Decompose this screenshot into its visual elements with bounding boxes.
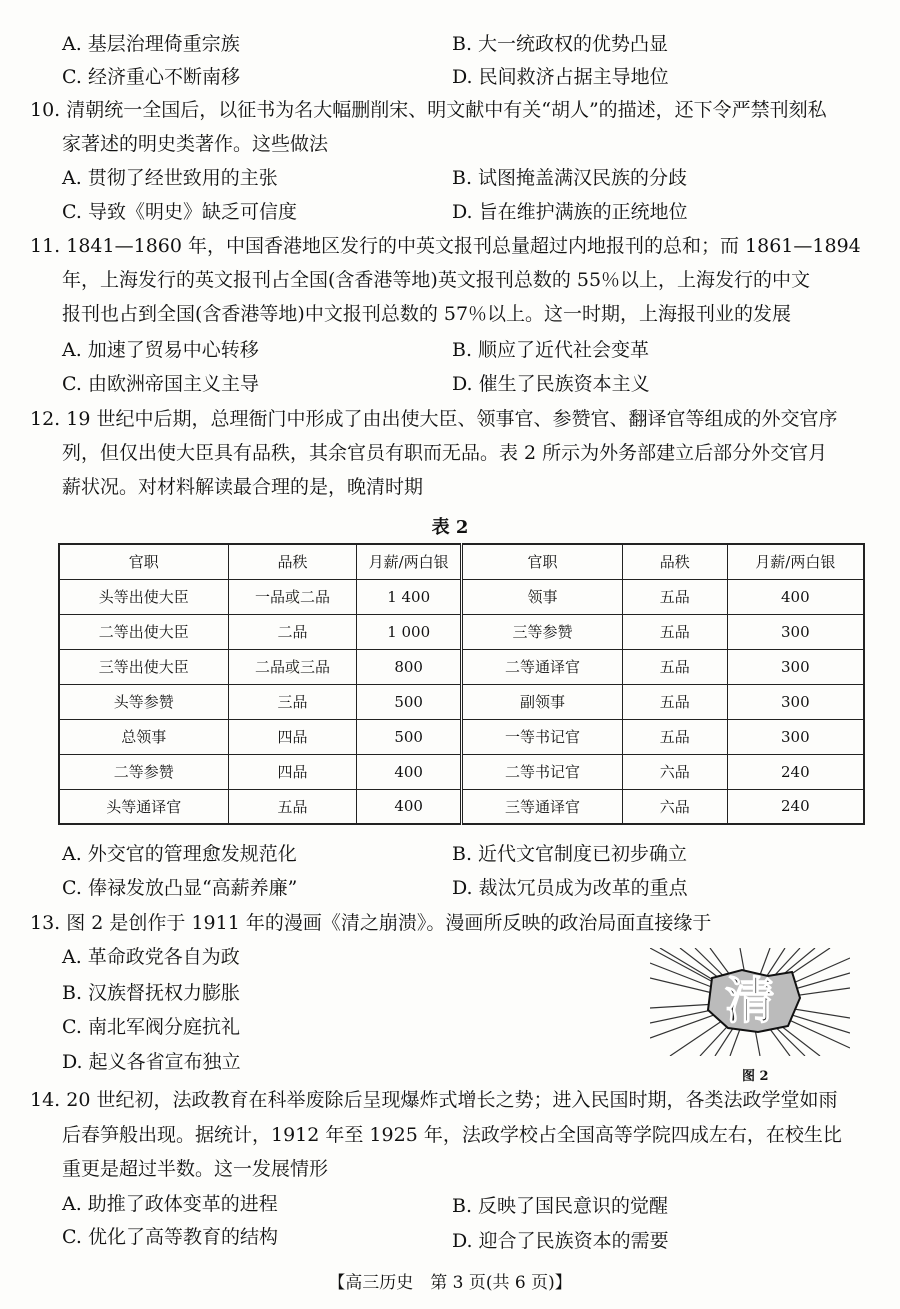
q11-stem-line3: 报刊也占到全国(含香港等地)中文报刊总数的 57％以上。这一时期，上海报刊业的发展 bbox=[62, 303, 792, 325]
table-cell: 领事 bbox=[461, 579, 622, 614]
table-cell: 四品 bbox=[228, 754, 357, 789]
q13-option-d: D. 起义各省宣布独立 bbox=[62, 1051, 241, 1073]
table-cell: 240 bbox=[727, 789, 864, 824]
cartoon-figure bbox=[650, 948, 850, 1056]
q14-option-d: D. 迎合了民族资本的需要 bbox=[452, 1230, 669, 1252]
q13-option-a: A. 革命政党各自为政 bbox=[62, 946, 240, 968]
table-cell: 1 400 bbox=[357, 579, 462, 614]
q13-option-b: B. 汉族督抚权力膨胀 bbox=[62, 982, 241, 1004]
table-cell: 头等参赞 bbox=[59, 684, 228, 719]
table-cell: 一品或二品 bbox=[228, 579, 357, 614]
q12-option-a: A. 外交官的管理愈发规范化 bbox=[62, 843, 297, 865]
table-row bbox=[59, 789, 864, 824]
table-cell: 二等出使大臣 bbox=[59, 614, 228, 649]
table-cell: 300 bbox=[727, 614, 864, 649]
table-cell: 二等通译官 bbox=[461, 649, 622, 684]
q9-option-c: C. 经济重心不断南移 bbox=[62, 66, 240, 88]
table-row bbox=[59, 649, 864, 684]
table-cell: 五品 bbox=[622, 579, 727, 614]
table-cell: 二等参赞 bbox=[59, 754, 228, 789]
table-cell: 300 bbox=[727, 649, 864, 684]
q11-option-d: D. 催生了民族资本主义 bbox=[452, 373, 650, 395]
q12-stem-line3: 薪状况。对材料解读最合理的是，晚清时期 bbox=[62, 476, 424, 498]
q11-option-a: A. 加速了贸易中心转移 bbox=[62, 339, 259, 361]
table-cell: 300 bbox=[727, 719, 864, 754]
q14-stem-line2: 后春笋般出现。据统计，1912 年至 1925 年，法政学校占全国高等学院四成左右，在校生比 bbox=[62, 1124, 842, 1146]
header-rank: 品秩 bbox=[622, 544, 727, 579]
cartoon-burst-image bbox=[650, 948, 850, 1056]
q10-option-b: B. 试图掩盖满汉民族的分歧 bbox=[452, 167, 688, 189]
table-cell: 头等通译官 bbox=[59, 789, 228, 824]
table-cell: 400 bbox=[727, 579, 864, 614]
q14-option-a: A. 助推了政体变革的进程 bbox=[62, 1193, 278, 1215]
q12-option-d: D. 裁汰冗员成为改革的重点 bbox=[452, 877, 688, 899]
table-row bbox=[59, 579, 864, 614]
table-cell: 500 bbox=[357, 719, 462, 754]
table-cell: 二等书记官 bbox=[461, 754, 622, 789]
table-cell: 五品 bbox=[622, 649, 727, 684]
table-row bbox=[59, 614, 864, 649]
table-cell: 五品 bbox=[228, 789, 357, 824]
table-cell: 400 bbox=[357, 789, 462, 824]
table-cell: 1 000 bbox=[357, 614, 462, 649]
table-cell: 三品 bbox=[228, 684, 357, 719]
table-cell: 300 bbox=[727, 684, 864, 719]
header-post: 官职 bbox=[461, 544, 622, 579]
q10-stem-line2: 家著述的明史类著作。这些做法 bbox=[62, 133, 329, 155]
q11-option-c: C. 由欧洲帝国主义主导 bbox=[62, 373, 259, 395]
q14-stem-line3: 重更是超过半数。这一发展情形 bbox=[62, 1158, 329, 1180]
table-cell: 二品或三品 bbox=[228, 649, 357, 684]
cartoon-character: 清 bbox=[725, 971, 775, 1030]
q11-option-b: B. 顺应了近代社会变革 bbox=[452, 339, 650, 361]
q9-option-d: D. 民间救济占据主导地位 bbox=[452, 66, 669, 88]
table-cell: 头等出使大臣 bbox=[59, 579, 228, 614]
table-cell: 总领事 bbox=[59, 719, 228, 754]
header-salary: 月薪/两白银 bbox=[357, 544, 462, 579]
q12-option-c: C. 俸禄发放凸显“高薪养廉” bbox=[62, 877, 298, 899]
q12-stem-line2: 列，但仅出使大臣具有品秩，其余官员有职而无品。表 2 所示为外务部建立后部分外交官月 bbox=[62, 442, 828, 464]
q11-stem-line2: 年，上海发行的英文报刊占全国(含香港等地)英文报刊总数的 55％以上，上海发行的中文 bbox=[62, 269, 811, 291]
table-cell: 五品 bbox=[622, 684, 727, 719]
q12-option-b: B. 近代文官制度已初步确立 bbox=[452, 843, 688, 865]
q14-option-c: C. 优化了高等教育的结构 bbox=[62, 1226, 278, 1248]
table-cell: 800 bbox=[357, 649, 462, 684]
q14-stem-line1: 14. 20 世纪初，法政教育在科举废除后呈现爆炸式增长之势；进入民国时期，各类法政学堂如雨 bbox=[30, 1089, 838, 1111]
q10-option-a: A. 贯彻了经世致用的主张 bbox=[62, 167, 278, 189]
q9-option-b: B. 大一统政权的优势凸显 bbox=[452, 33, 669, 55]
q13-option-c: C. 南北军阀分庭抗礼 bbox=[62, 1016, 240, 1038]
page-footer: 【高三历史 第 3 页(共 6 页)】 bbox=[328, 1273, 572, 1293]
table-cell: 500 bbox=[357, 684, 462, 719]
q9-option-a: A. 基层治理倚重宗族 bbox=[62, 33, 240, 55]
q14-option-b: B. 反映了国民意识的觉醒 bbox=[452, 1195, 669, 1217]
table-cell: 五品 bbox=[622, 719, 727, 754]
header-post: 官职 bbox=[59, 544, 228, 579]
q10-option-c: C. 导致《明史》缺乏可信度 bbox=[62, 201, 297, 223]
table-cell: 三等参赞 bbox=[461, 614, 622, 649]
table-row bbox=[59, 754, 864, 789]
table-cell: 400 bbox=[357, 754, 462, 789]
table-cell: 二品 bbox=[228, 614, 357, 649]
q12-stem-line1: 12. 19 世纪中后期，总理衙门中形成了由出使大臣、领事官、参赞官、翻译官等组成的外交官序 bbox=[30, 408, 838, 430]
q10-option-d: D. 旨在维护满族的正统地位 bbox=[452, 201, 688, 223]
q13-stem-line1: 13. 图 2 是创作于 1911 年的漫画《清之崩溃》。漫画所反映的政治局面直接缘于 bbox=[30, 912, 712, 934]
table-caption: 表 2 bbox=[431, 517, 469, 538]
table-cell: 五品 bbox=[622, 614, 727, 649]
salary-table bbox=[58, 543, 865, 825]
table-cell: 三等出使大臣 bbox=[59, 649, 228, 684]
table-cell: 副领事 bbox=[461, 684, 622, 719]
table-header-row bbox=[59, 544, 864, 579]
table-row bbox=[59, 719, 864, 754]
table-cell: 四品 bbox=[228, 719, 357, 754]
q10-stem-line1: 10. 清朝统一全国后，以征书为名大幅删削宋、明文献中有关“胡人”的描述，还下令严禁刊刻私 bbox=[30, 99, 827, 121]
header-rank: 品秩 bbox=[228, 544, 357, 579]
table-cell: 一等书记官 bbox=[461, 719, 622, 754]
table-row bbox=[59, 684, 864, 719]
table-cell: 240 bbox=[727, 754, 864, 789]
table-cell: 六品 bbox=[622, 754, 727, 789]
q11-stem-line1: 11. 1841—1860 年，中国香港地区发行的中英文报刊总量超过内地报刊的总和；而 1861—1894 bbox=[30, 235, 861, 257]
table-cell: 六品 bbox=[622, 789, 727, 824]
figure-caption: 图 2 bbox=[742, 1069, 769, 1084]
header-salary: 月薪/两白银 bbox=[727, 544, 864, 579]
table-cell: 三等通译官 bbox=[461, 789, 622, 824]
